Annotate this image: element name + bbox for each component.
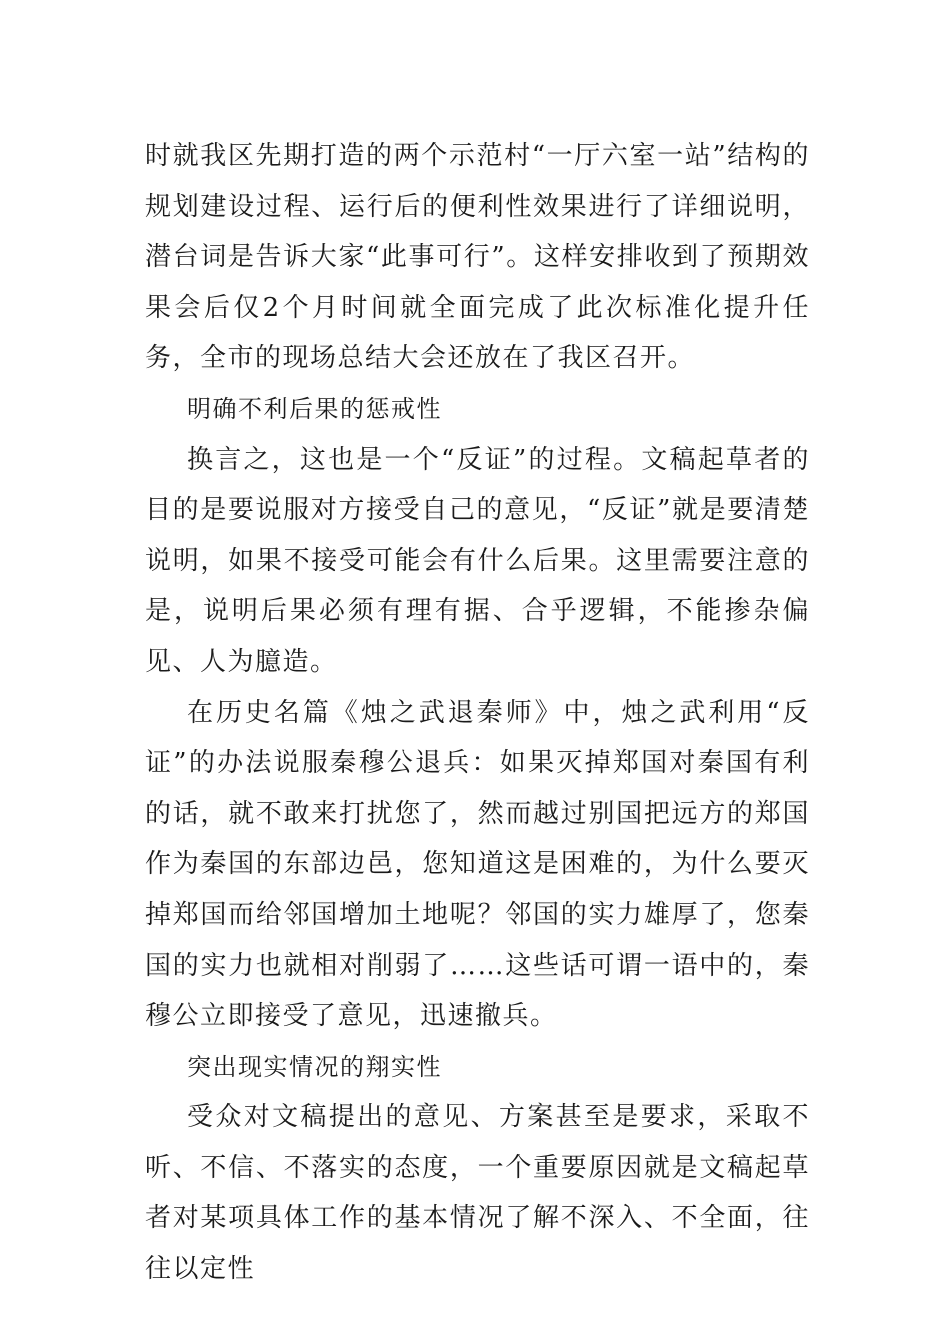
paragraph-historical-example: 在历史名篇《烛之武退秦师》中，烛之武利用“反证”的办法说服秦穆公退兵：如果灭掉郑国对秦国有利的话，就不敢来打扰您了，然而越过别国把远方的郑国作为秦国的东部边邑，您知道这是困难的，为什么要灭掉郑国而给邻国增加土地呢？邻国的实力雄厚了，您秦国的实力也就相对削弱了……这些话可谓一语中的，秦穆公立即接受了意见，迅速撤兵。 <box>145 697 810 1032</box>
paragraph-audience-attitude: 受众对文稿提出的意见、方案甚至是要求，采取不听、不信、不落实的态度，一个重要原因就是文稿起草者对某项具体工作的基本情况了解不深入、不全面，往往以定性 <box>145 1102 810 1285</box>
document-body <box>145 131 810 1295</box>
section-heading-reality: 突出现实情况的翔实性 <box>187 1052 442 1081</box>
section-heading-punishment: 明确不利后果的惩戒性 <box>187 394 442 423</box>
paragraph-counter-proof: 换言之，这也是一个“反证”的过程。文稿起草者的目的是要说服对方接受自己的意见，“反证”就是要清楚说明，如果不接受可能会有什么后果。这里需要注意的是，说明后果必须有理有据、合乎逻辑，不能掺杂偏见、人为臆造。 <box>145 444 810 677</box>
paragraph-continuation: 时就我区先期打造的两个示范村“一厅六室一站”结构的规划建设过程、运行后的便利性效果进行了详细说明，潜台词是告诉大家“此事可行”。这样安排收到了预期效果会后仅2个月时间就全面完成了此次标准化提升任务，全市的现场总结大会还放在了我区召开。 <box>145 141 810 374</box>
